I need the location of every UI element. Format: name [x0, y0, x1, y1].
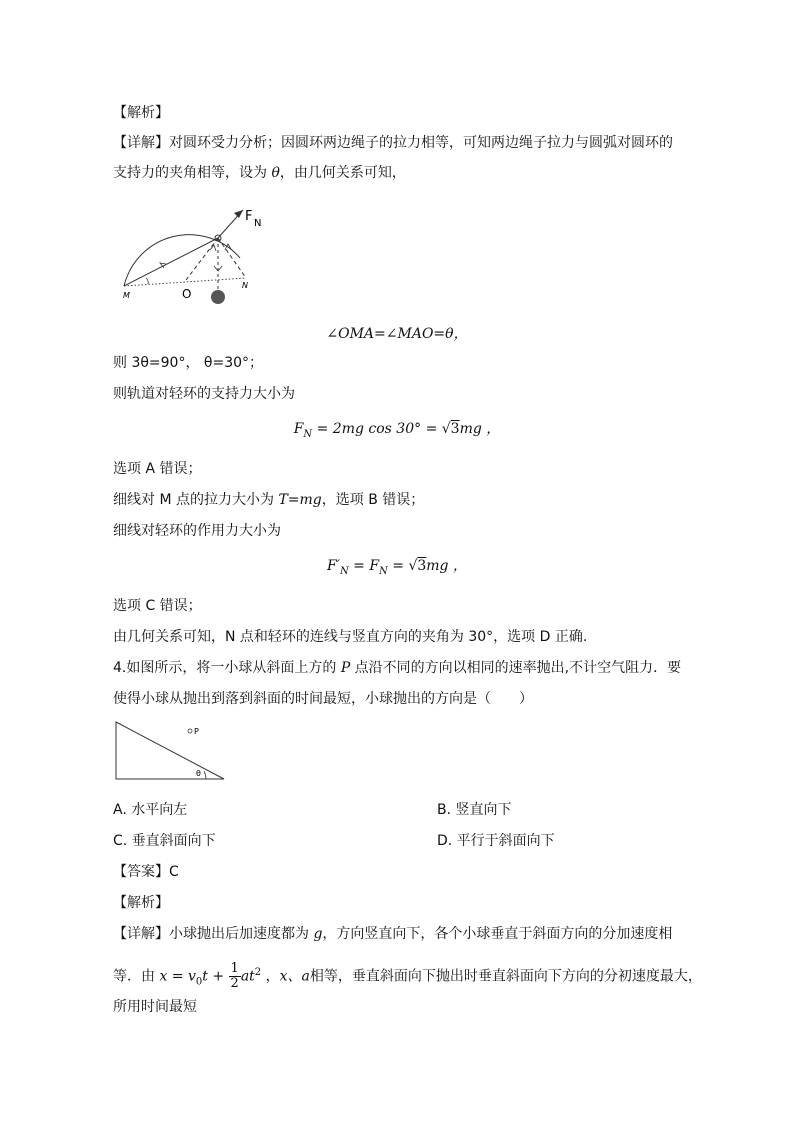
incline-diagram	[112, 718, 232, 784]
q4-detail-text-1: 小球抛出后加速度都为	[169, 926, 314, 942]
q4-line-1	[113, 658, 681, 678]
detail-tag: 【详解】	[113, 135, 169, 151]
q4-p-symbol: P	[340, 660, 351, 676]
detail-line-1	[113, 133, 673, 153]
xa-symbols: x、a	[279, 968, 310, 985]
theta-label: θ	[196, 769, 201, 778]
formula2-root: 3	[417, 558, 427, 574]
support-line: 则轨道对轻环的支持力大小为	[113, 386, 295, 402]
formula2-mid: = F	[348, 558, 380, 574]
jiexi-heading-1: 【解析】	[113, 105, 169, 121]
jiexi-heading-2: 【解析】	[113, 895, 169, 911]
n-label: N	[242, 281, 248, 290]
q4-detail-line-3: 所用时间最短	[113, 999, 197, 1015]
tension-eq: T=mg	[278, 492, 322, 508]
m-label: M	[123, 291, 130, 300]
tension-text-a: 细线对 M 点的拉力大小为	[113, 492, 279, 508]
detail-line-2	[113, 163, 406, 183]
formula-fn: $F_N = 2mg$ cos 30° = √3mg ，	[293, 421, 501, 440]
frac-num: 1	[230, 961, 239, 977]
q4-detail-text-2c: 相等，垂直斜面向下抛出时垂直斜面向下方向的分初速度最大，	[309, 968, 702, 985]
formula-fn-tail: mg ，	[459, 421, 501, 437]
kinematics-x: x = v	[159, 968, 196, 985]
kinematics-t: t +	[202, 968, 229, 985]
formula2-lhs: F′	[327, 558, 340, 574]
formula-fn-rhs: = 2mg cos 30° =	[312, 421, 442, 437]
ring-force-diagram	[110, 198, 280, 310]
formula2-mid-sub: N	[379, 565, 388, 577]
v0-sub: 0	[195, 976, 203, 988]
theta-symbol: θ	[271, 165, 280, 181]
formula-fn-lhs: F	[293, 421, 304, 437]
q4-detail-text-2a: 等．由	[113, 968, 160, 985]
q4-line-2: 使得小球从抛出到落到斜面的时间最短，小球抛出的方向是（ ）	[113, 691, 533, 707]
formula2-eq: =	[387, 558, 409, 574]
o-label: O	[182, 287, 192, 301]
fn-label-sub: N	[254, 218, 262, 229]
formula-fn-prime: $F'_N = F_N = √3mg$ ，	[327, 558, 467, 577]
q4-detail-tag: 【详解】	[113, 926, 169, 942]
q4-text-1a: 4.如图所示，将一小球从斜面上方的	[113, 660, 341, 676]
p-label: P	[194, 727, 199, 736]
formula-fn-root: 3	[450, 421, 460, 437]
option-a-wrong: 选项 A 错误；	[113, 461, 202, 477]
q4-text-1b: 点沿不同的方向以相同的速率抛出,不计空气阻力．要	[350, 660, 682, 676]
g-symbol: g	[313, 926, 323, 942]
option-b: B. 竖直向下	[437, 802, 512, 818]
q4-detail-text-2b: ，	[261, 968, 280, 985]
q4-detail-text-1b: ，方向竖直向下，各个小球垂直于斜面方向的分加速度相	[322, 926, 673, 942]
half-fraction	[229, 962, 241, 991]
formula2-tail: mg ，	[426, 558, 467, 574]
angle-equation: ∠OMA=∠MAO=θ，	[326, 326, 468, 342]
frac-den: 2	[230, 976, 239, 992]
t-squared: 2	[254, 967, 262, 978]
detail-text-2a: 支持力的夹角相等，设为	[113, 165, 267, 181]
tension-text-b: ，选项 B 错误；	[321, 492, 425, 508]
answer: 【答案】C	[113, 864, 179, 880]
detail-text-1: 对圆环受力分析；因圆环两边绳子的拉力相等，可知两边绳子拉力与圆弧对圆环的	[169, 135, 673, 151]
fn-label: F	[245, 209, 253, 224]
detail-text-2b: ，由几何关系可知，	[279, 165, 406, 181]
tension-line	[113, 490, 424, 510]
line-3theta: 则 3θ=90°， θ=30°；	[113, 355, 264, 371]
q4-detail-line-1	[113, 924, 672, 944]
option-c-wrong: 选项 C 错误；	[113, 598, 202, 614]
kinematics-at: at	[240, 968, 255, 985]
formula-fn-lhs-sub: N	[303, 428, 313, 440]
option-d: D. 平行于斜面向下	[437, 833, 555, 849]
q4-detail-line-2	[113, 955, 702, 1000]
option-c: C. 垂直斜面向下	[113, 833, 216, 849]
formula2-lhs-sub: N	[339, 565, 349, 577]
option-a: A. 水平向左	[113, 802, 188, 818]
force-line: 细线对轻环的作用力大小为	[113, 523, 281, 539]
final-conclusion: 由几何关系可知，N 点和轻环的连线与竖直方向的夹角为 30°，选项 D 正确.	[113, 629, 588, 645]
